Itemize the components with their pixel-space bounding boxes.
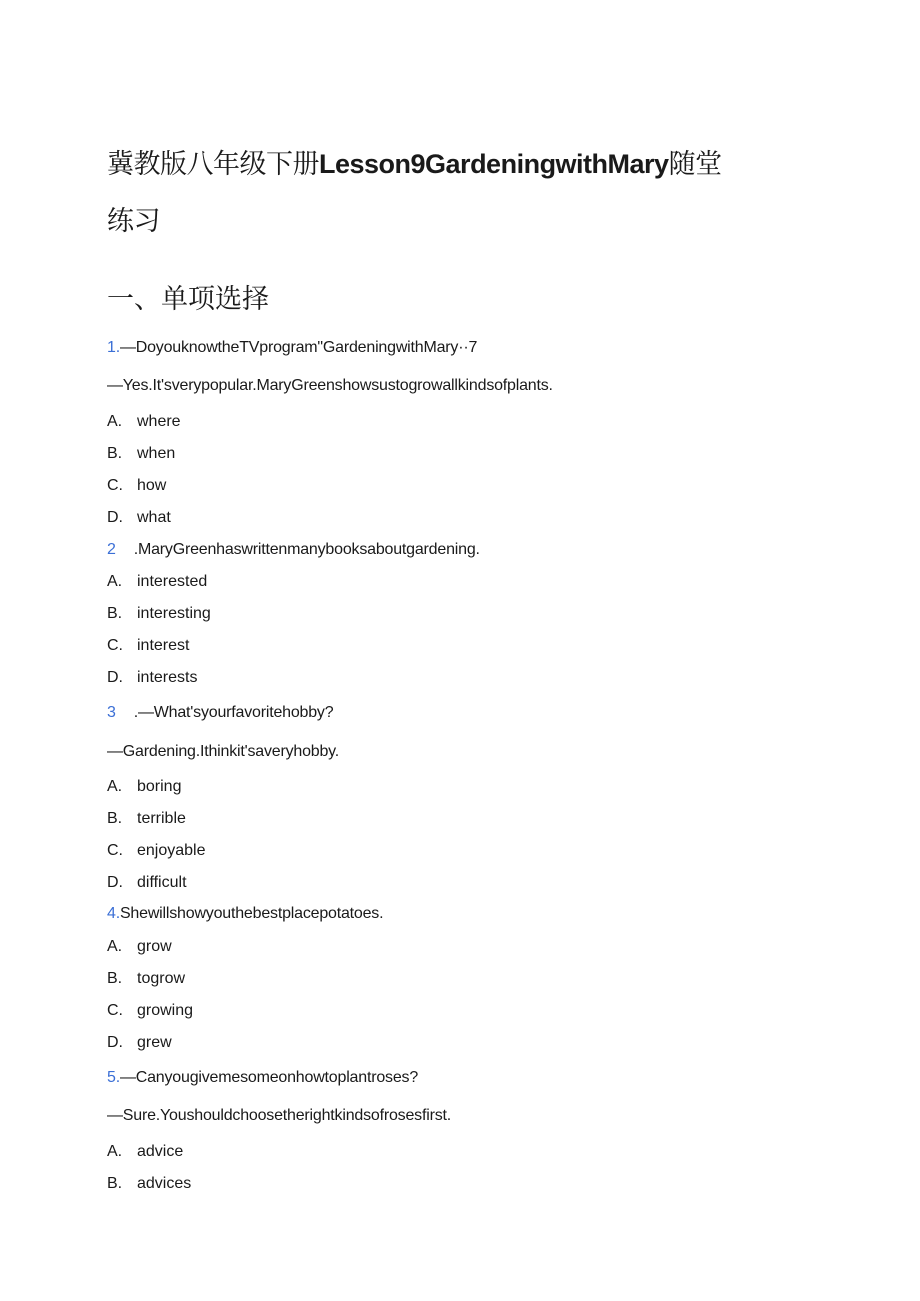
- option-5b: B. advices: [107, 1175, 192, 1192]
- option-2a: A. interested: [107, 573, 208, 590]
- question-number: 5.: [107, 1069, 120, 1086]
- question-5: [107, 1070, 418, 1086]
- option-4d: D. grew: [107, 1034, 172, 1051]
- option-4b: B. togrow: [107, 970, 186, 987]
- title-suffix: 随堂: [668, 149, 722, 179]
- option-2b: B. interesting: [107, 605, 211, 622]
- section-heading: 一、单项选择: [107, 284, 269, 314]
- question-3-reply: —Gardening.Ithinkit'saveryhobby.: [107, 743, 340, 760]
- title-lesson: Lesson9GardeningwithMary: [319, 149, 669, 179]
- question-5-reply: —Sure.Youshouldchoosetherightkindsofrosesfirst.: [107, 1107, 451, 1124]
- option-5a: A. advice: [107, 1143, 184, 1160]
- question-text: —Canyougivemesomeonhowtoplantroses?: [119, 1069, 419, 1086]
- document-title-line2: 练习: [107, 206, 160, 236]
- question-number: 1.: [107, 339, 120, 356]
- title-prefix: 冀教版八年级下册: [107, 149, 319, 179]
- question-4: [107, 906, 383, 922]
- question-1: [107, 340, 477, 356]
- option-1b: B. when: [107, 445, 176, 462]
- question-text: .—What'syourfavoritehobby?: [133, 704, 334, 721]
- question-text: Shewillshowyouthebestplacepotatoes.: [119, 905, 384, 922]
- option-3c: C. enjoyable: [107, 842, 206, 859]
- question-number: 3: [107, 704, 116, 721]
- option-3d: D. difficult: [107, 874, 187, 891]
- option-3b: B. terrible: [107, 810, 186, 827]
- option-2c: C. interest: [107, 637, 190, 654]
- question-1-reply: —Yes.It'sverypopular.MaryGreenshowsustogrowallkindsofplants.: [107, 377, 553, 394]
- question-text: —DoyouknowtheTVprogram"GardeningwithMary··7: [119, 339, 478, 356]
- question-number: 2: [107, 541, 116, 558]
- question-text: .MaryGreenhaswrittenmanybooksaboutgardening.: [133, 541, 480, 558]
- question-number: 4.: [107, 905, 120, 922]
- question-2: [107, 542, 480, 558]
- option-1a: A. where: [107, 413, 181, 430]
- option-2d: D. interests: [107, 669, 198, 686]
- option-4a: A. grow: [107, 938, 172, 955]
- option-4c: C. growing: [107, 1002, 194, 1019]
- question-3: [107, 705, 333, 721]
- option-1d: D. what: [107, 509, 171, 526]
- option-3a: A. boring: [107, 778, 182, 795]
- option-1c: C. how: [107, 477, 167, 494]
- document-title: [107, 151, 807, 178]
